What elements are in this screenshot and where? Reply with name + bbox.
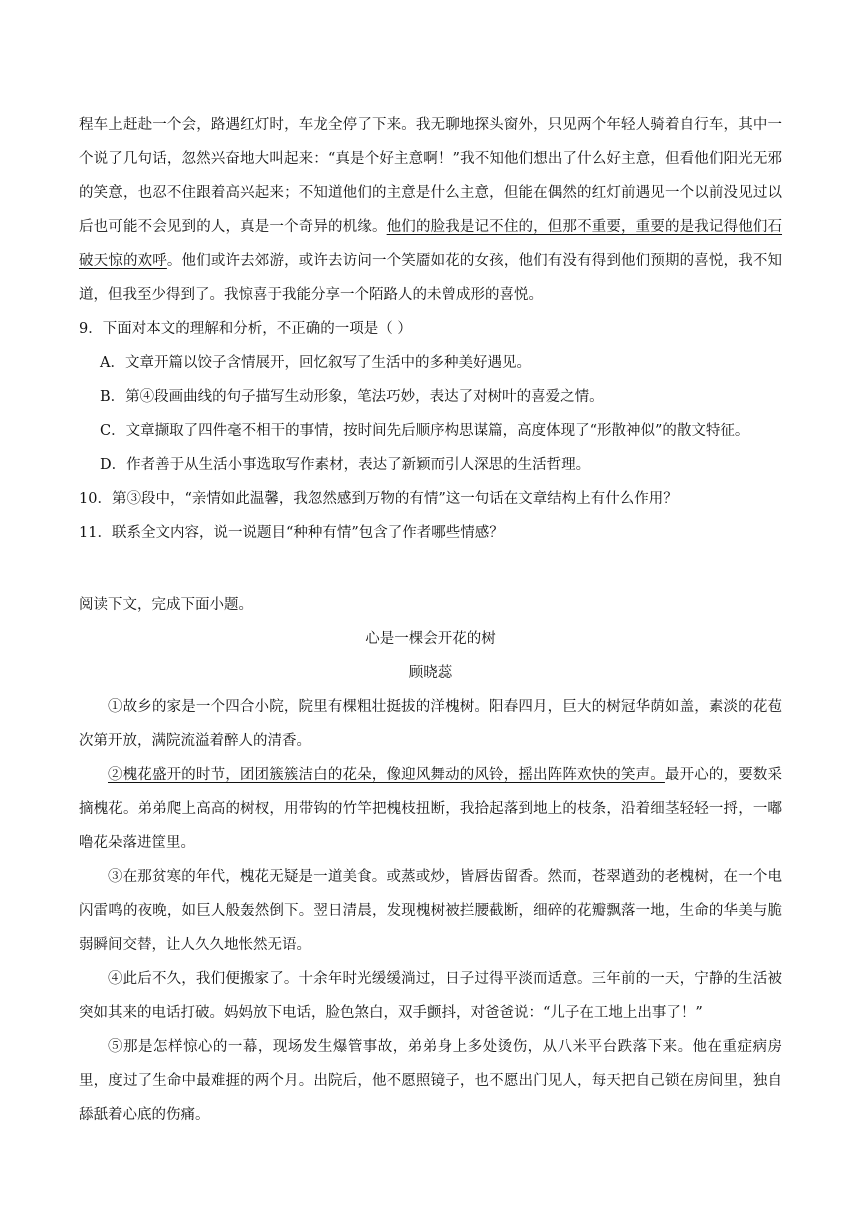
reading-intro: 阅读下文，完成下面小题。 [79,597,253,613]
question-9-option-a: A．文章开篇以饺子含情展开，回忆叙写了生活中的多种美好遇见。 [100,355,531,371]
paragraph-text: 最开心的，要数采摘槐花。弟弟爬上高高的树杈，用带钩的竹竿把槐枝扭断，我拾起落到地上的枝条，沿着细茎轻轻一捋，一嘟噜花朵落进筐里。 [79,767,783,851]
paragraph-text: 。他们或许去郊游，或许去访问一个笑靥如花的女孩，他们有没有得到他们预期的喜悦，我不知道，但我至少得到了。我惊喜于我能分享一个陌路人的未曾成形的喜悦。 [79,253,783,303]
question-11: 11．联系全文内容，说一说题目“种种有情”包含了作者哪些情感？ [79,525,504,541]
underlined-sentence: 他们的脸我是记不住的，但那不重要，重要的是我记得他们石破天惊的欢呼 [79,219,783,269]
continued-paragraph [79,108,782,312]
question-9-option-c: C．文章撷取了四件毫不相干的事情，按时间先后顺序构思谋篇，高度体现了“形散神似”的散文特征。 [100,423,750,439]
article-paragraph-3: ③在那贫寒的年代，槐花无疑是一道美食。或蒸或炒，皆唇齿留香。然而，苍翠遒劲的老槐树，在一个电闪雷鸣的夜晚，如巨人般轰然倒下。翌日清晨，发现槐树被拦腰截断，细碎的花瓣飘落一地，生命的华美与脆弱瞬间交替，让人久久地怅然无语。 [79,869,782,953]
article-paragraph-4: ④此后不久，我们便搬家了。十余年时光缓缓淌过，日子过得平淡而适意。三年前的一天，宁静的生活被突如其来的电话打破。妈妈放下电话，脸色煞白，双手颤抖，对爸爸说：“儿子在工地上出事了！” [79,971,782,1021]
article-paragraph-2 [79,758,782,860]
question-9-option-d: D．作者善于从生活小事选取写作素材，表达了新颖而引人深思的生活哲理。 [100,457,591,473]
section-gap [79,550,782,588]
question-9-stem: 9．下面对本文的理解和分析，不正确的一项是（ ） [79,321,412,337]
article-author: 顾晓蕊 [408,665,453,681]
article-title: 心是一棵会开花的树 [365,631,496,647]
page-content [79,108,782,1132]
question-9-option-b: B．第④段画曲线的句子描写生动形象，笔法巧妙，表达了对树叶的喜爱之情。 [100,389,604,405]
paragraph-text: 程车上赶赴一个会，路遇红灯时，车龙全停了下来。我无聊地探头窗外，只见两个年轻人骑着自行车，其中一个说了几句话，忽然兴奋地大叫起来：“真是个好主意啊！”我不知他们想出了什么好主意，但看他们阳光无邪的笑意，也忍不住跟着高兴起来；不知道他们的主意是什么主意，但能在偶然的红灯前遇见一个以前没见过以后也可能不会见到的人，真是一个奇异的机缘。 [79,117,782,235]
question-10: 10．第③段中，“亲情如此温馨，我忽然感到万物的有情”这一句话在文章结构上有什么作用？ [79,491,678,507]
underlined-sentence: ②槐花盛开的时节，团团簇簇洁白的花朵，像迎风舞动的风铃，摇出阵阵欢快的笑声。 [108,767,665,783]
article-paragraph-1: ①故乡的家是一个四合小院，院里有棵粗壮挺拔的洋槐树。阳春四月，巨大的树冠华荫如盖，素淡的花苞次第开放，满院流溢着醉人的清香。 [79,699,782,749]
article-paragraph-5: ⑤那是怎样惊心的一幕，现场发生爆管事故，弟弟身上多处烫伤，从八米平台跌落下来。他在重症病房里，度过了生命中最难捱的两个月。出院后，他不愿照镜子，也不愿出门见人，每天把自己锁在房间里，独自舔舐着心底的伤痛。 [79,1039,782,1123]
